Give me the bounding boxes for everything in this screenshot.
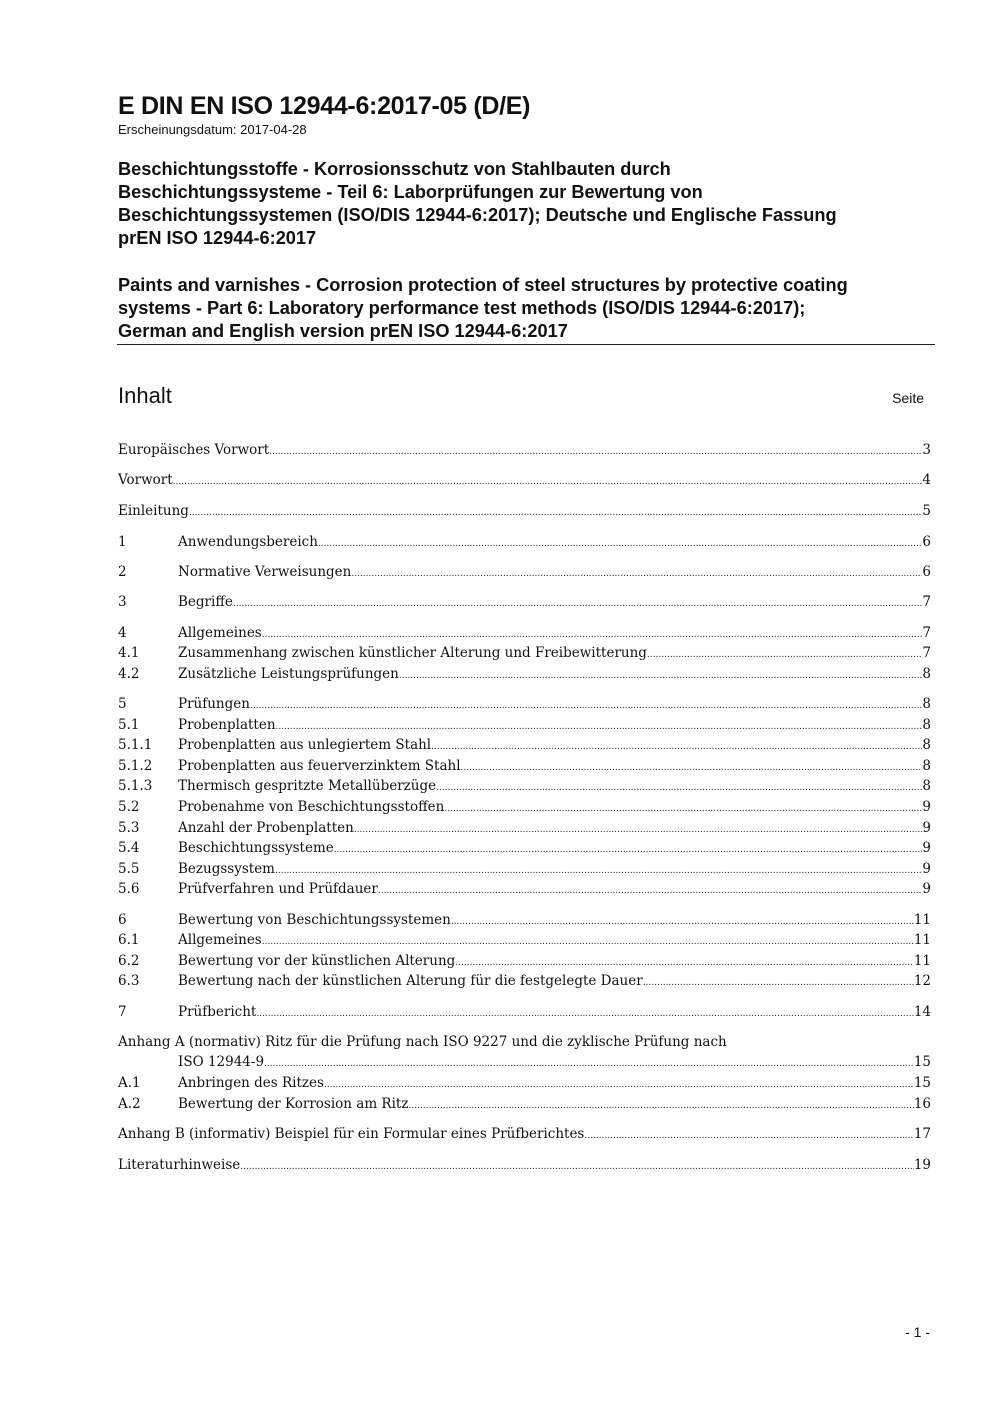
page-number: - 1 -	[905, 1324, 930, 1340]
toc-entry-title: Prüfungen	[178, 696, 250, 712]
toc-leader-dots	[264, 1052, 914, 1074]
toc-entry-1[interactable]	[118, 532, 931, 552]
toc-entry-page: 8	[922, 666, 931, 682]
toc-entry-title: ISO 12944-9	[178, 1054, 265, 1070]
toc-entry-page: 8	[922, 778, 931, 794]
toc-entry-5-2[interactable]	[118, 797, 931, 817]
toc-leader-dots	[275, 859, 922, 881]
toc-link[interactable]	[118, 756, 931, 776]
toc-entry-4-2[interactable]	[118, 664, 931, 684]
toc-entry-title: Begriffe	[178, 594, 233, 610]
toc-entry-title: Zusätzliche Leistungsprüfungen	[178, 666, 399, 682]
toc-entry-annex-a-line1[interactable]: Anhang A (normativ) Ritz für die Prüfung nach ISO 9227 und die zyklische Prüfung nach	[118, 1034, 727, 1050]
toc-link[interactable]	[118, 623, 931, 643]
toc-link[interactable]	[118, 951, 931, 971]
toc-entry-page: 7	[922, 625, 931, 641]
toc-leader-dots	[399, 664, 923, 686]
toc-leader-dots	[408, 1094, 913, 1116]
toc-entry-4[interactable]	[118, 623, 931, 643]
toc-entry-page: 8	[922, 717, 931, 733]
toc-link[interactable]	[118, 1094, 931, 1114]
toc-link[interactable]	[118, 562, 931, 582]
toc-entry-title: Literaturhinweise	[118, 1157, 241, 1173]
toc-entry-annex-a[interactable]	[118, 1052, 931, 1072]
toc-leader-dots	[189, 501, 922, 523]
toc-link[interactable]	[118, 1155, 931, 1175]
toc-leader-dots	[324, 1073, 914, 1095]
toc-entry-6-2[interactable]	[118, 951, 931, 971]
toc-entry-5-4[interactable]	[118, 838, 931, 858]
toc-leader-dots	[240, 1155, 914, 1177]
toc-leader-dots	[262, 930, 914, 952]
toc-entry-number: 5.5	[118, 861, 140, 877]
toc-entry-page: 9	[922, 799, 931, 815]
toc-entry-literaturhinweise[interactable]	[118, 1155, 931, 1175]
toc-entry-5-3[interactable]	[118, 818, 931, 838]
toc-entry-page: 19	[913, 1157, 931, 1173]
toc-link[interactable]	[118, 859, 931, 879]
toc-entry-europaeisches-vorwort[interactable]	[118, 440, 931, 460]
toc-entry-number: 5.1	[118, 717, 140, 733]
toc-entry-title: Anwendungsbereich	[178, 534, 318, 550]
toc-leader-dots	[269, 440, 922, 462]
toc-leader-dots	[461, 756, 923, 778]
toc-link[interactable]	[118, 1052, 931, 1072]
toc-leader-dots	[354, 818, 923, 840]
toc-leader-dots	[262, 623, 923, 645]
toc-entry-page: 8	[922, 758, 931, 774]
toc-entry-number: 5	[118, 696, 127, 712]
toc-entry-page: 16	[913, 1096, 931, 1112]
toc-leader-dots	[334, 838, 923, 860]
toc-entry-page: 11	[913, 932, 931, 948]
toc-entry-number: 5.1.2	[118, 758, 153, 774]
toc-entry-page: 8	[922, 696, 931, 712]
publication-date: Erscheinungsdatum: 2017-04-28	[118, 122, 307, 137]
toc-leader-dots	[584, 1124, 913, 1146]
toc-entry-a-2[interactable]	[118, 1094, 931, 1114]
toc-link[interactable]	[118, 818, 931, 838]
toc-entry-title: Probenplatten aus feuerverzinktem Stahl	[178, 758, 461, 774]
toc-entry-page: 3	[922, 442, 931, 458]
title-german	[118, 158, 938, 250]
toc-entry-title: Anbringen des Ritzes	[178, 1075, 324, 1091]
toc-entry-page: 15	[913, 1075, 931, 1091]
title-german-line: Beschichtungsstoffe - Korrosionsschutz von Stahlbauten durch	[118, 159, 671, 179]
toc-entry-number: 6.3	[118, 973, 140, 989]
toc-link[interactable]	[118, 797, 931, 817]
toc-entry-page: 6	[922, 564, 931, 580]
toc-entry-page: 9	[922, 820, 931, 836]
toc-entry-3[interactable]	[118, 592, 931, 612]
toc-entry-6-1[interactable]	[118, 930, 931, 950]
toc-link[interactable]	[118, 532, 931, 552]
toc-entry-5[interactable]	[118, 694, 931, 714]
title-english-line: Paints and varnishes - Corrosion protection of steel structures by protective coating	[118, 275, 848, 295]
toc-entry-5-6[interactable]	[118, 879, 931, 899]
toc-entry-title: Bewertung nach der künstlichen Alterung für die festgelegte Dauer	[178, 973, 643, 989]
toc-entry-2[interactable]	[118, 562, 931, 582]
toc-entry-number: 4	[118, 625, 127, 641]
toc-entry-number: 5.1.3	[118, 778, 153, 794]
toc-leader-dots	[233, 592, 923, 614]
toc-entry-title: Anhang B (informativ) Beispiel für ein Formular eines Prüfberichtes	[118, 1126, 585, 1142]
toc-entry-page: 9	[922, 881, 931, 897]
toc-link[interactable]	[118, 592, 931, 612]
toc-entry-number: A.2	[118, 1096, 141, 1112]
toc-heading: Inhalt	[118, 383, 172, 408]
toc-entry-number: 5.3	[118, 820, 140, 836]
toc-leader-dots	[444, 797, 922, 819]
toc-entry-6[interactable]	[118, 910, 931, 930]
toc-entry-page: 12	[913, 973, 931, 989]
toc-entry-title: Thermisch gespritzte Metallüberzüge	[178, 778, 437, 794]
toc-entry-page: 9	[922, 861, 931, 877]
toc-entry-number: 5.2	[118, 799, 140, 815]
toc-entry-page: 15	[913, 1054, 931, 1070]
toc-entry-number: 6.2	[118, 953, 140, 969]
toc-leader-dots	[647, 643, 922, 665]
title-german-line: Beschichtungssysteme - Teil 6: Laborprüfungen zur Bewertung von	[118, 182, 703, 202]
toc-entry-number: 5.4	[118, 840, 140, 856]
toc-leader-dots	[173, 470, 923, 492]
toc-entry-number: 6	[118, 912, 127, 928]
toc-page-column-label: Seite	[892, 390, 924, 406]
toc-entry-title: Europäisches Vorwort	[118, 442, 270, 458]
toc-entry-title: Probenahme von Beschichtungsstoffen	[178, 799, 445, 815]
toc-entry-title: Beschichtungssysteme	[178, 840, 334, 856]
toc-entry-title: Normative Verweisungen	[178, 564, 352, 580]
toc-entry-6-3[interactable]	[118, 971, 931, 991]
toc-entry-5-1-1[interactable]	[118, 735, 931, 755]
toc-entry-number: 4.1	[118, 645, 140, 661]
toc-entry-7[interactable]	[118, 1002, 931, 1022]
toc-link[interactable]	[118, 664, 931, 684]
toc-link[interactable]	[118, 715, 931, 735]
toc-leader-dots	[256, 1002, 914, 1024]
toc-link[interactable]	[118, 501, 931, 521]
toc-entry-page: 17	[913, 1126, 931, 1142]
toc-entry-number: 1	[118, 534, 127, 550]
toc-leader-dots	[643, 971, 914, 993]
toc-entry-5-1-3[interactable]	[118, 776, 931, 796]
toc-entry-page: 7	[922, 645, 931, 661]
toc-link[interactable]	[118, 1002, 931, 1022]
toc-entry-title: Allgemeines	[178, 932, 262, 948]
toc-link[interactable]	[118, 879, 931, 899]
toc-entry-number: 4.2	[118, 666, 140, 682]
toc-link[interactable]	[118, 838, 931, 858]
toc-entry-number: 7	[118, 1004, 127, 1020]
toc-link[interactable]	[118, 694, 931, 714]
toc-entry-page: 5	[922, 503, 931, 519]
toc-entry-title: Prüfverfahren und Prüfdauer	[178, 881, 378, 897]
toc-entry-number: 3	[118, 594, 127, 610]
toc-entry-page: 6	[922, 534, 931, 550]
toc-entry-einleitung[interactable]	[118, 501, 931, 521]
toc-link[interactable]	[118, 971, 931, 991]
toc-leader-dots	[431, 735, 922, 757]
toc-link[interactable]	[118, 1073, 931, 1093]
toc-leader-dots	[276, 715, 923, 737]
toc-entry-page: 8	[922, 737, 931, 753]
toc-entry-annex-b[interactable]	[118, 1124, 931, 1144]
title-english-line: systems - Part 6: Laboratory performance test methods (ISO/DIS 12944-6:2017);	[118, 298, 806, 318]
toc-link[interactable]	[118, 643, 931, 663]
toc-leader-dots	[455, 951, 914, 973]
toc-entry-title: Prüfbericht	[178, 1004, 257, 1020]
toc-entry-number: 2	[118, 564, 127, 580]
toc-entry-a-1[interactable]	[118, 1073, 931, 1093]
toc-entry-title: Einleitung	[118, 503, 189, 519]
document-id: E DIN EN ISO 12944-6:2017-05 (D/E)	[118, 92, 531, 120]
toc-entry-number: 5.6	[118, 881, 140, 897]
title-german-line: prEN ISO 12944-6:2017	[118, 228, 317, 248]
toc-link[interactable]	[118, 1124, 931, 1144]
toc-leader-dots	[451, 910, 914, 932]
toc-entry-title: Vorwort	[118, 472, 173, 488]
toc-link[interactable]	[118, 776, 931, 796]
title-english-line: German and English version prEN ISO 12944-6:2017	[118, 321, 568, 341]
toc-entry-title: Allgemeines	[178, 625, 262, 641]
toc-leader-dots	[318, 532, 922, 554]
toc-entry-title: Anzahl der Probenplatten	[178, 820, 354, 836]
title-german-line: Beschichtungssystemen (ISO/DIS 12944-6:2017); Deutsche und Englische Fassung	[118, 205, 837, 225]
toc-entry-5-1-2[interactable]	[118, 756, 931, 776]
toc-entry-number: A.1	[118, 1075, 141, 1091]
toc-leader-dots	[436, 776, 922, 798]
toc-link[interactable]	[118, 735, 931, 755]
toc-link[interactable]	[118, 930, 931, 950]
toc-entry-title: Bewertung von Beschichtungssystemen	[178, 912, 451, 928]
toc-entry-number: 5.1.1	[118, 737, 153, 753]
title-english	[118, 274, 938, 343]
toc-leader-dots	[250, 694, 922, 716]
toc-link[interactable]	[118, 910, 931, 930]
toc-entry-page: 7	[922, 594, 931, 610]
toc-entry-title: Bezugssystem	[178, 861, 275, 877]
toc-entry-title: Probenplatten	[178, 717, 276, 733]
toc-entry-page: 14	[913, 1004, 931, 1020]
toc-entry-title: Bewertung der Korrosion am Ritz	[178, 1096, 409, 1112]
toc-entry-page: 11	[913, 912, 931, 928]
toc-entry-title: Bewertung vor der künstlichen Alterung	[178, 953, 456, 969]
toc-entry-title: Zusammenhang zwischen künstlicher Alterung und Freibewitterung	[178, 645, 647, 661]
toc-leader-dots	[378, 879, 923, 901]
toc-entry-4-1[interactable]	[118, 643, 931, 663]
toc-link[interactable]	[118, 440, 931, 460]
toc-entry-page: 11	[913, 953, 931, 969]
toc-entry-vorwort[interactable]	[118, 470, 931, 490]
toc-link[interactable]	[118, 470, 931, 490]
title-divider	[117, 344, 935, 345]
toc-entry-page: 4	[922, 472, 931, 488]
toc-entry-5-1[interactable]	[118, 715, 931, 735]
toc-entry-title: Probenplatten aus unlegiertem Stahl	[178, 737, 432, 753]
toc-entry-5-5[interactable]	[118, 859, 931, 879]
toc-entry-number: 6.1	[118, 932, 140, 948]
toc-leader-dots	[351, 562, 922, 584]
toc-entry-page: 9	[922, 840, 931, 856]
